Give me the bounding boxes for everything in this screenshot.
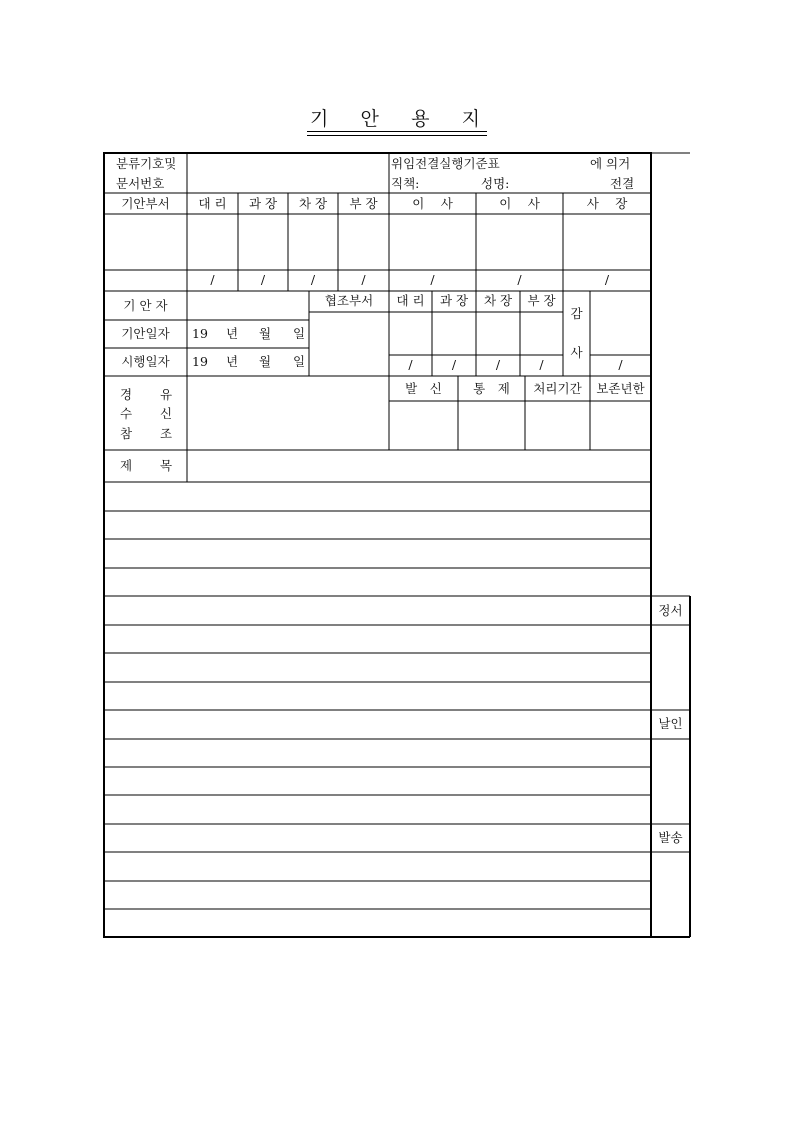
- exec-date-label: 시행일자: [121, 354, 170, 369]
- recipient-label: 신: [160, 406, 173, 421]
- delegation-text: 위임전결실행기준표: [391, 156, 500, 171]
- retention-period-label: 보존년한: [596, 381, 645, 396]
- month-label: 월: [259, 326, 272, 341]
- recipient-label: 수: [120, 406, 133, 421]
- year-label: 년: [226, 354, 239, 369]
- doc-number-label: 문서번호: [116, 176, 165, 191]
- processing-period-label: 처리기간: [533, 381, 582, 396]
- rank-label: 대 리: [198, 196, 227, 211]
- date-slash: /: [495, 357, 501, 372]
- title-char: 지: [461, 108, 480, 130]
- draft-date-label: 기안일자: [121, 326, 170, 341]
- rank-label: 과 장: [248, 196, 278, 211]
- reference-label: 조: [160, 426, 173, 441]
- rank-label: 차 장: [298, 196, 328, 211]
- day-label: 일: [293, 326, 306, 341]
- rank-label: 부 장: [349, 196, 378, 211]
- date-slash: /: [408, 357, 413, 372]
- date-slash: /: [517, 272, 522, 287]
- date-slash: /: [539, 357, 544, 372]
- seal-label: 날인: [658, 716, 683, 731]
- date-slash: /: [210, 272, 215, 287]
- class-label: 분류기호및: [116, 156, 177, 171]
- clean-copy-label: 정서: [658, 603, 683, 618]
- day-label: 일: [293, 354, 306, 369]
- audit-label: 감: [570, 306, 583, 321]
- title-underline: [307, 131, 487, 132]
- date-slash: /: [618, 357, 623, 372]
- rank-label: 이 사: [499, 196, 540, 211]
- date-slash: /: [604, 272, 610, 287]
- dept-label: 기안부서: [121, 196, 170, 211]
- coop-rank-label: 부 장: [527, 293, 556, 308]
- month-label: 월: [259, 354, 272, 369]
- form-title: [300, 104, 490, 131]
- rank-label: 이 사: [412, 196, 453, 211]
- dispatch-label: 발송: [658, 830, 683, 845]
- date-slash: /: [260, 272, 266, 287]
- coop-rank-label: 과 장: [439, 293, 469, 308]
- subject-label: 목: [160, 458, 173, 473]
- title-char: 안: [360, 108, 379, 130]
- sender-label: 발 신: [405, 381, 442, 396]
- rank-label: 사 장: [586, 196, 628, 211]
- delegation-suffix: 에 의거: [590, 156, 631, 171]
- drafter-label: 기 안 자: [123, 298, 168, 313]
- year-prefix: 19: [192, 354, 208, 369]
- via-label: 경: [120, 387, 133, 402]
- name-label: 성명:: [481, 176, 510, 191]
- title-char: 용: [411, 108, 430, 130]
- via-label: 유: [160, 387, 173, 402]
- position-label: 직책:: [391, 176, 420, 191]
- date-slash: /: [430, 272, 435, 287]
- date-slash: /: [361, 272, 366, 287]
- title-underline: [307, 135, 487, 136]
- coop-dept-label: 협조부서: [324, 293, 374, 308]
- audit-label: 사: [570, 345, 583, 360]
- subject-label: 제: [120, 458, 133, 473]
- title-char: 기: [310, 108, 329, 130]
- control-label: 통 제: [473, 381, 510, 396]
- date-slash: /: [451, 357, 457, 372]
- coop-rank-label: 대 리: [396, 293, 425, 308]
- final-approval-label: 전결: [610, 176, 635, 191]
- coop-rank-label: 차 장: [483, 293, 513, 308]
- year-label: 년: [226, 326, 239, 341]
- date-slash: /: [310, 272, 316, 287]
- year-prefix: 19: [192, 326, 208, 341]
- reference-label: 참: [120, 426, 133, 441]
